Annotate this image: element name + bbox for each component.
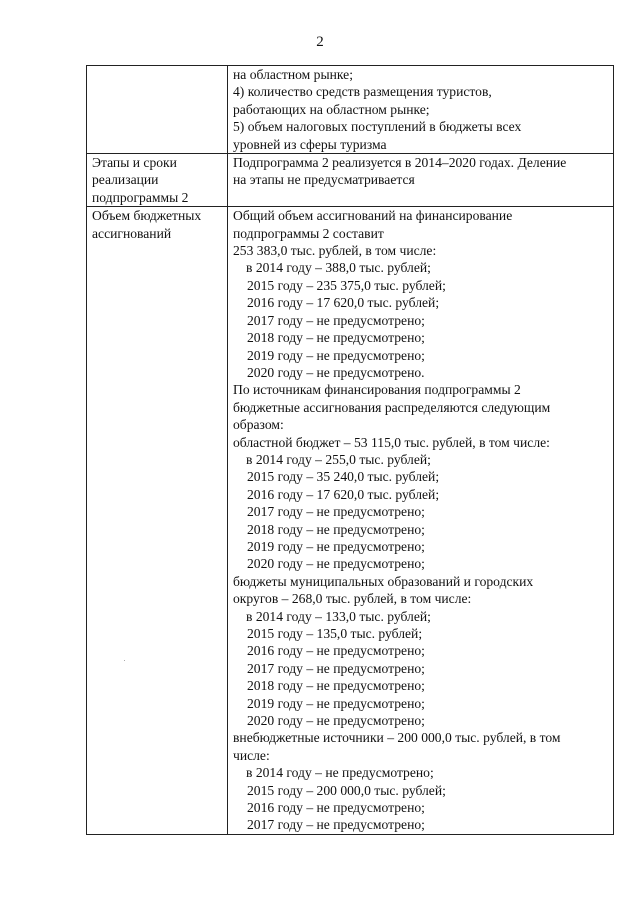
content-line: 2019 году – не предусмотрено; xyxy=(247,347,425,363)
content-line: внебюджетные источники – 200 000,0 тыс. рублей, в том xyxy=(233,730,561,746)
table-row xyxy=(87,154,614,207)
row-label xyxy=(87,66,228,154)
content-line: 4) количество средств размещения туристов, xyxy=(233,84,492,100)
content-line: образом: xyxy=(233,417,284,433)
row-label: Этапы и сроки реализации подпрограммы 2 xyxy=(87,154,228,207)
content-line: Общий объем ассигнований на финансирование xyxy=(233,208,513,224)
content-line: 253 383,0 тыс. рублей, в том числе: xyxy=(233,243,437,259)
passport-table xyxy=(86,65,614,835)
row-content xyxy=(228,207,614,835)
content-line: Подпрограмма 2 реализуется в 2014–2020 годах. Деление xyxy=(233,155,567,171)
scan-speck xyxy=(124,660,125,661)
content-line: бюджеты муниципальных образований и городских xyxy=(233,573,534,589)
content-line: 2018 году – не предусмотрено; xyxy=(247,521,425,537)
content-line: округов – 268,0 тыс. рублей, в том числе: xyxy=(233,591,472,607)
page-number: 2 xyxy=(316,34,324,50)
content-line: 2015 году – 35 240,0 тыс. рублей; xyxy=(247,469,440,485)
row-content xyxy=(228,154,614,207)
table-row xyxy=(87,207,614,835)
content-line: областной бюджет – 53 115,0 тыс. рублей, в том числе: xyxy=(233,434,550,450)
content-line: числе: xyxy=(233,747,270,763)
content-line: 2020 году – не предусмотрено; xyxy=(247,713,425,729)
content-line: подпрограммы 2 составит xyxy=(233,225,384,241)
content-line: 2020 году – не предусмотрено; xyxy=(247,556,425,572)
content-line: 2015 году – 135,0 тыс. рублей; xyxy=(247,626,423,641)
content-line: 2019 году – не предусмотрено; xyxy=(247,695,425,711)
content-line: в 2014 году – не предусмотрено; xyxy=(246,765,434,781)
row-content xyxy=(228,66,614,154)
content-line: 2018 году – не предусмотрено; xyxy=(247,330,425,346)
content-line: 5) объем налоговых поступлений в бюджеты всех xyxy=(233,119,522,135)
content-line: 2017 году – не предусмотрено; xyxy=(247,312,425,328)
content-line: уровней из сферы туризма xyxy=(233,136,387,152)
content-line: 2015 году – 200 000,0 тыс. рублей; xyxy=(247,782,446,798)
content-line: 2016 году – 17 620,0 тыс. рублей; xyxy=(247,295,440,311)
content-line: работающих на областном рынке; xyxy=(233,101,430,117)
content-line: 2018 году – не предусмотрено; xyxy=(247,678,425,694)
content-line: в 2014 году – 133,0 тыс. рублей; xyxy=(246,608,431,624)
content-line: По источникам финансирования подпрограммы 2 xyxy=(233,382,521,398)
content-line: 2016 году – не предусмотрено; xyxy=(247,643,425,659)
content-line: в 2014 году – 255,0 тыс. рублей; xyxy=(246,451,431,467)
content-line: в 2014 году – 388,0 тыс. рублей; xyxy=(246,260,431,276)
content-line: на этапы не предусматривается xyxy=(233,172,415,188)
content-line: 2020 году – не предусмотрено. xyxy=(247,364,425,380)
content-line: 2017 году – не предусмотрено; xyxy=(247,660,425,676)
content-line: 2019 году – не предусмотрено; xyxy=(247,538,425,554)
content-line: 2016 году – не предусмотрено; xyxy=(247,800,425,816)
row-label: Объем бюджетных ассигнований xyxy=(87,207,228,835)
content-line: бюджетные ассигнования распределяются следующим xyxy=(233,399,551,415)
content-line: 2017 году – не предусмотрено; xyxy=(247,504,425,520)
content-line: 2017 году – не предусмотрено; xyxy=(247,817,425,833)
table-row xyxy=(87,66,614,154)
content-line: 2016 году – 17 620,0 тыс. рублей; xyxy=(247,486,440,502)
content-line: на областном рынке; xyxy=(233,67,353,82)
content-line: 2015 году – 235 375,0 тыс. рублей; xyxy=(247,277,446,293)
